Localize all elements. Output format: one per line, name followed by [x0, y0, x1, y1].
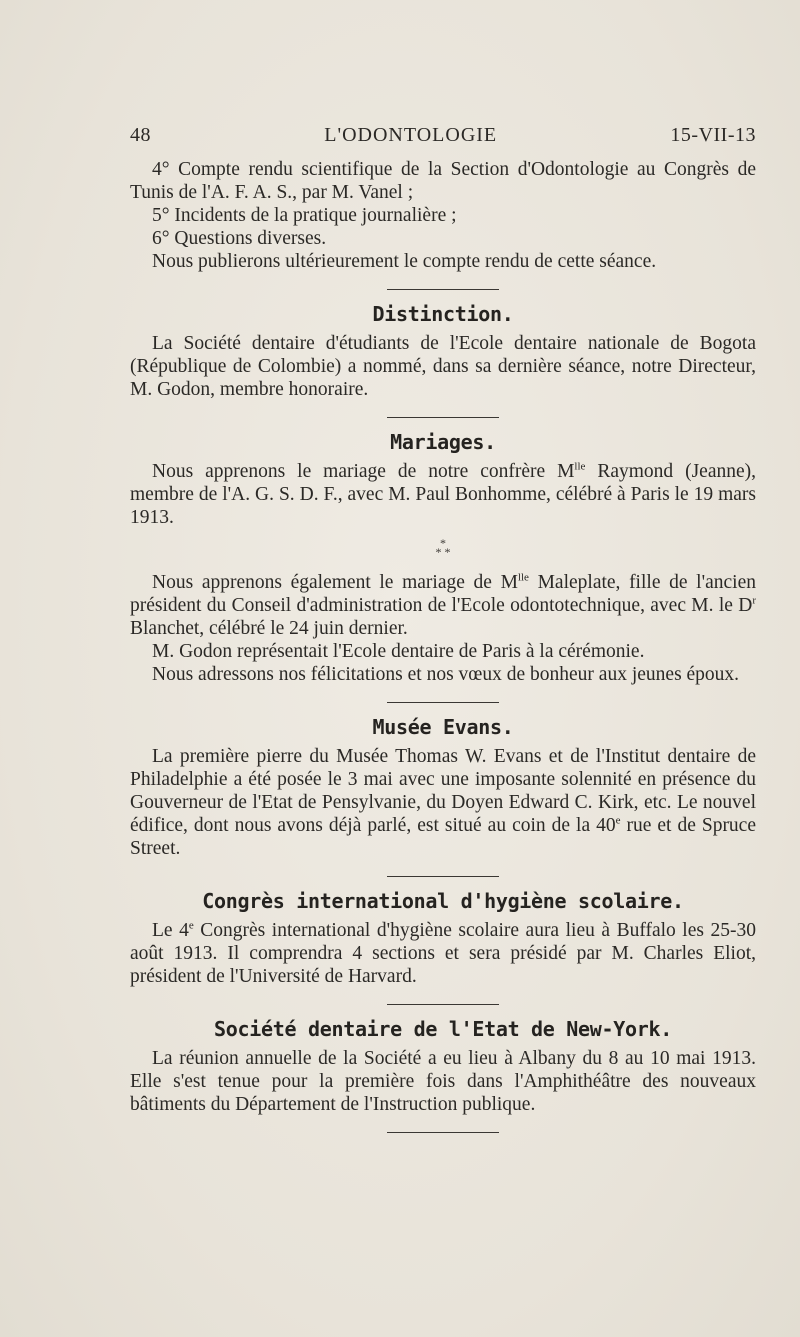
text-run: Maleplate, fille de l'ancien président du Conseil d'administration de l'Ecole odontotechnique, avec M. le D [130, 572, 756, 616]
text-run: Blanchet, célébré le 24 juin dernier. [130, 618, 408, 639]
heading-congres: Congrès international d'hygiène scolaire. [202, 889, 684, 913]
heading-mariages: Mariages. [390, 430, 496, 454]
agenda-item-6: 6° Questions diverses. [152, 228, 327, 249]
running-header [130, 124, 756, 147]
heading-distinction: Distinction. [372, 302, 514, 326]
end-divider [387, 1132, 499, 1133]
article-body [130, 158, 756, 1146]
societe-new-york-paragraph: La réunion annuelle de la Société a eu lieu à Albany du 8 au 10 mai 1913. Elle s'est tenue pour la première fois dans l'Amphithéâtre des nouveaux bâtiments du Département de l'Instruction publique. [130, 1048, 756, 1115]
heading-societe-new-york: Société dentaire de l'Etat de New-York. [214, 1017, 672, 1041]
superscript: lle [517, 571, 529, 584]
page-number: 48 [130, 124, 151, 146]
superscript: e [615, 814, 621, 827]
text-run: Congrès international d'hygiène scolaire aura lieu à Buffalo les 25-30 août 1913. Il comprendra 4 sections et sera présidé par M. Charles Eliot, président de l'Université de Harvard. [130, 920, 756, 987]
agenda-item-4: 4° Compte rendu scientifique de la Section d'Odontologie au Congrès de Tunis de l'A. F. A. S., par M. Vanel ; [130, 159, 756, 203]
mariage-paragraph-3: M. Godon représentait l'Ecole dentaire de Paris à la cérémonie. [152, 641, 645, 662]
mariage-paragraph-4: Nous adressons nos félicitations et nos vœux de bonheur aux jeunes époux. [152, 664, 740, 685]
superscript: r [752, 594, 756, 607]
superscript: e [188, 919, 194, 932]
intro-closing: Nous publierons ultérieurement le compte rendu de cette séance. [152, 251, 657, 272]
section-divider [387, 1004, 499, 1005]
section-divider [387, 876, 499, 877]
asterism-separator: * * * [435, 536, 451, 559]
issue-date: 15-VII-13 [670, 124, 756, 146]
text-run: rue et de Spruce Street. [130, 815, 756, 859]
journal-title: L'ODONTOLOGIE [324, 124, 498, 146]
section-divider [387, 702, 499, 703]
superscript: lle [574, 460, 586, 473]
musee-evans-paragraph [130, 745, 756, 860]
text-run: Nous apprenons également le mariage de M [152, 572, 518, 593]
distinction-paragraph: La Société dentaire d'étudiants de l'Ecole dentaire nationale de Bogota (République de Colombie) a nommé, dans sa dernière séance, notre Directeur, M. Godon, membre honoraire. [130, 333, 756, 400]
text-run: Nous apprenons le mariage de notre confrère M [152, 461, 575, 482]
mariage-paragraph-2 [130, 571, 756, 640]
heading-musee-evans: Musée Evans. [372, 715, 514, 739]
section-divider [387, 417, 499, 418]
agenda-item-5: 5° Incidents de la pratique journalière ; [152, 205, 457, 226]
congres-paragraph [130, 919, 756, 988]
section-divider [387, 289, 499, 290]
text-run: Le 4 [152, 920, 189, 941]
text-run: La première pierre du Musée Thomas W. Evans et de l'Institut dentaire de Philadelphie a été posée le 3 mai avec une imposante solennité en présence du Gouverneur de l'Etat de Pensylvanie, du Doyen Edward C. Kirk, etc. Le nouvel édifice, dont nous avons déjà parlé, est situé au coin de la 40 [130, 746, 756, 836]
mariage-paragraph-1 [130, 460, 756, 529]
text-run: Raymond (Jeanne), membre de l'A. G. S. D. F., avec M. Paul Bonhomme, célébré à Paris le 19 mars 1913. [130, 461, 756, 528]
